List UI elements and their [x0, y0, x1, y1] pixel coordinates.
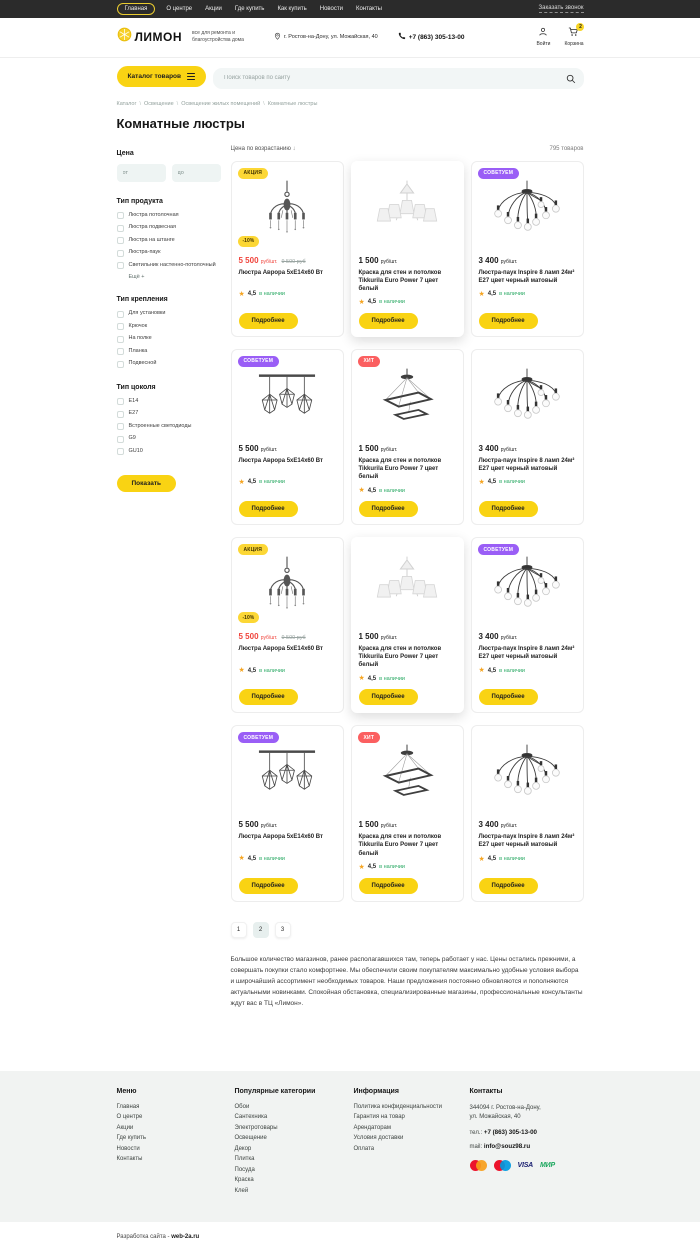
star-icon: ★: [478, 667, 485, 675]
order-call-link[interactable]: Заказать звонок: [538, 5, 584, 11]
details-button[interactable]: Подробнее: [359, 878, 418, 894]
logo[interactable]: [117, 27, 183, 47]
footer-link[interactable]: Освещение: [234, 1135, 267, 1142]
footer-link[interactable]: Главная: [116, 1103, 140, 1110]
product-grid: [231, 161, 584, 902]
filter-option[interactable]: [117, 323, 221, 331]
filter-group-title: Тип крепления: [116, 296, 168, 303]
star-icon: ★: [478, 290, 485, 298]
maestro-icon: [494, 1160, 511, 1171]
product-price: 3 400 руб/шт.: [478, 255, 518, 265]
checkbox[interactable]: [117, 348, 124, 355]
footer-column: [354, 1088, 470, 1199]
product-rating: 4,5: [487, 667, 497, 674]
product-rating: 4,5: [247, 291, 257, 297]
phone-icon: [398, 32, 406, 42]
lemon-icon: [117, 27, 132, 47]
filter-option[interactable]: [117, 398, 221, 406]
product-rating: 4,5: [247, 479, 257, 486]
product-old-price: 9 500 руб: [281, 635, 306, 642]
filter-option[interactable]: [117, 448, 221, 456]
product-badge: СОВЕТУЕМ: [238, 732, 280, 743]
details-button[interactable]: Подробнее: [239, 501, 298, 517]
footer-link[interactable]: Условия доставки: [353, 1135, 404, 1142]
star-icon: ★: [358, 487, 365, 495]
cart-count-badge: 2: [576, 23, 584, 31]
footer-link[interactable]: Краска: [234, 1177, 254, 1184]
breadcrumb-item[interactable]: Освещение жилых помещений: [181, 100, 261, 107]
details-button[interactable]: Подробнее: [359, 689, 418, 705]
product-rating: 4,5: [247, 667, 257, 674]
checkbox[interactable]: [117, 411, 124, 418]
footer-address: 344094 г. Ростов-на-Дону, ул. Можайская, 40: [469, 1104, 541, 1121]
details-button[interactable]: Подробнее: [239, 878, 298, 894]
product-image: [479, 175, 576, 249]
footer-link[interactable]: Политика конфиденциальности: [353, 1103, 443, 1110]
search-icon[interactable]: [566, 71, 576, 89]
product-title[interactable]: Люстра Аврора 5хЕ14х60 Вт: [238, 834, 323, 841]
product-image: [479, 551, 576, 625]
filter-option-label: Встроенные светодиоды: [128, 422, 192, 429]
filter-option[interactable]: [117, 348, 221, 356]
filter-option[interactable]: [117, 310, 221, 318]
filter-option-label: G9: [128, 435, 136, 441]
filter-option[interactable]: [117, 360, 221, 368]
product-card[interactable]: [231, 161, 344, 337]
filter-option-label: Светильник настенно-потолочный: [128, 261, 216, 268]
star-icon: ★: [238, 667, 245, 675]
stock-status: в наличии: [499, 856, 525, 863]
filter-option-label: GU10: [128, 447, 143, 454]
product-title[interactable]: Люстра-паук Inspire 8 ламп 24м² E27 цвет черный матовый: [478, 457, 575, 472]
footer-column-title: Контакты: [469, 1087, 503, 1095]
breadcrumb-separator: \: [263, 100, 265, 107]
product-rating: 4,5: [367, 864, 377, 871]
filter-option-label: На полке: [128, 335, 152, 341]
star-icon: ★: [238, 290, 245, 298]
footer-link[interactable]: Электротовары: [234, 1124, 278, 1131]
product-card[interactable]: [351, 161, 464, 337]
price-from-input[interactable]: [117, 164, 166, 182]
filter-option[interactable]: [117, 262, 221, 270]
footer-column-title: Информация: [353, 1087, 399, 1095]
product-title[interactable]: Люстра Аврора 5хЕ14х60 Вт: [238, 646, 323, 653]
filter-option-label: Люстра на штанге: [128, 236, 175, 243]
product-badge: СОВЕТУЕМ: [478, 168, 520, 179]
product-image: [359, 363, 456, 437]
details-button[interactable]: Подробнее: [479, 313, 538, 329]
apply-filters-button[interactable]: Показать: [117, 475, 177, 492]
topbar-nav-item[interactable]: Контакты: [355, 6, 382, 12]
logo-text: ЛИМОН: [134, 30, 183, 44]
payment-methods: [470, 1160, 584, 1171]
star-icon: ★: [358, 675, 365, 683]
product-card[interactable]: [231, 349, 344, 525]
footer-link[interactable]: Декор: [234, 1145, 252, 1152]
stock-status: в наличии: [379, 487, 405, 494]
filter-more-link[interactable]: Ещё +: [128, 274, 145, 280]
filter-option[interactable]: [117, 435, 221, 443]
product-price: 5 500 руб/шт.: [238, 820, 278, 830]
product-image: [239, 739, 336, 813]
product-price: 1 500 руб/шт.: [358, 632, 398, 642]
details-button[interactable]: Подробнее: [479, 689, 538, 705]
checkbox[interactable]: [117, 436, 124, 443]
footer-link[interactable]: Оплата: [353, 1145, 375, 1152]
product-card[interactable]: [351, 725, 464, 901]
login-button[interactable]: Войти: [536, 27, 550, 47]
breadcrumb-separator: \: [139, 100, 142, 107]
product-price: 5 500 руб/шт.: [238, 443, 278, 453]
search-input[interactable]: [213, 68, 583, 89]
sort-arrow-icon: ↓: [292, 145, 296, 152]
product-price: 5 500 руб/шт.: [238, 255, 278, 265]
checkbox[interactable]: [117, 336, 124, 343]
filter-option[interactable]: [117, 335, 221, 343]
product-image: [359, 551, 456, 625]
page-title: Комнатные люстры: [116, 115, 245, 131]
breadcrumb: [117, 101, 584, 107]
site-footer: [0, 1071, 700, 1223]
filter-price-title: Цена: [116, 149, 134, 157]
developer-bar: Разработка сайта - web-2a.ru: [116, 1234, 200, 1241]
mir-icon: МИР: [540, 1162, 555, 1170]
tagline: все для ремонта и благоустройства дома: [192, 29, 244, 43]
stock-status: в наличии: [259, 479, 285, 486]
sort-select[interactable]: Цена по возрастанию ↓: [230, 145, 296, 152]
checkbox[interactable]: [117, 237, 124, 244]
header-phone[interactable]: +7 (863) 305-13-00: [398, 32, 465, 42]
checkbox[interactable]: [117, 423, 124, 430]
filter-option-label: Люстра-паук: [128, 249, 161, 255]
price-to-input[interactable]: [172, 164, 221, 182]
stock-status: в наличии: [379, 299, 405, 306]
footer-link[interactable]: Обои: [234, 1103, 250, 1110]
page-button[interactable]: 1: [231, 922, 247, 938]
product-image: [359, 175, 456, 249]
product-price: 1 500 руб/шт.: [358, 443, 398, 453]
product-rating: 4,5: [487, 856, 497, 863]
product-title[interactable]: Краска для стен и потолков Tikkurila Euro Power 7 цвет белый: [358, 646, 442, 669]
filter-option[interactable]: [117, 212, 221, 220]
details-button[interactable]: Подробнее: [359, 501, 418, 517]
footer-link[interactable]: Новости: [116, 1145, 140, 1152]
product-price: 1 500 руб/шт.: [358, 820, 398, 830]
stock-status: в наличии: [259, 855, 285, 862]
product-badge: СОВЕТУЕМ: [478, 544, 520, 555]
filter-option-label: Планка: [128, 347, 148, 354]
footer-link[interactable]: Клей: [234, 1187, 249, 1194]
user-icon: [538, 27, 548, 39]
details-button[interactable]: Подробнее: [479, 501, 538, 517]
checkbox[interactable]: [117, 323, 124, 330]
product-card[interactable]: [471, 537, 584, 713]
star-icon: ★: [478, 478, 485, 486]
filter-group-title: Тип продукта: [116, 197, 163, 205]
filter-option-label: Люстра потолочная: [128, 211, 179, 218]
seo-text: Большое количество магазинов, ранее располагавшихся там, теперь работает у нас. Цены остались прежними, а совершать покупки стало комфортнее. Мы обеспечили своим покупателям максимально удобные условия выбора и широчайший ассортимент необходимых товаров. Наши предложения постоянно обновляются и пополняются актуальными новинками. Спокойная обстановка, специализированные магазины, профессиональные консультанты ждут вас в ТЦ «Лимон».: [230, 955, 583, 1007]
product-rating: 4,5: [367, 487, 377, 494]
checkbox[interactable]: [117, 225, 124, 232]
filter-option-label: Е14: [128, 397, 139, 404]
product-badge: ХИТ: [358, 732, 381, 743]
product-rating: 4,5: [367, 675, 377, 682]
product-card[interactable]: [471, 161, 584, 337]
product-badge: СОВЕТУЕМ: [238, 356, 280, 367]
footer-column: [235, 1088, 354, 1199]
location-pin-icon: [274, 32, 281, 43]
page-button[interactable]: 3: [275, 922, 291, 938]
filter-option[interactable]: [117, 423, 221, 431]
footer-link[interactable]: Арендаторам: [353, 1124, 392, 1131]
breadcrumb-separator: \: [176, 100, 179, 107]
product-card[interactable]: [231, 537, 344, 713]
product-title[interactable]: Краска для стен и потолков Tikkurila Euro Power 7 цвет белый: [358, 269, 442, 292]
filters-sidebar: [117, 144, 221, 1013]
filter-option-label: Подвесной: [128, 360, 157, 366]
checkbox[interactable]: [117, 398, 124, 405]
filter-option[interactable]: [117, 237, 221, 245]
topbar-nav-item[interactable]: Где купить: [234, 6, 265, 12]
filter-option-label: Крючок: [128, 322, 148, 329]
stock-status: в наличии: [379, 675, 405, 682]
discount-badge: -10%: [238, 612, 260, 623]
stock-status: в наличии: [259, 291, 285, 297]
product-rating: 4,5: [487, 479, 497, 486]
checkbox[interactable]: [117, 311, 124, 318]
product-image: [359, 739, 456, 813]
checkbox[interactable]: [117, 361, 124, 368]
footer-link[interactable]: Посуда: [234, 1166, 255, 1173]
breadcrumb-item[interactable]: Освещение: [144, 100, 174, 107]
mastercard-icon: [470, 1160, 487, 1171]
footer-column: [117, 1088, 235, 1199]
filter-option[interactable]: [117, 410, 221, 418]
checkbox[interactable]: [117, 212, 124, 219]
topbar-nav-item[interactable]: Акции: [205, 6, 222, 12]
cart-icon: [568, 24, 582, 39]
pagination: [231, 922, 584, 938]
star-icon: ★: [238, 855, 245, 863]
product-title[interactable]: Краска для стен и потолков Tikkurila Euro Power 7 цвет белый: [358, 457, 442, 480]
top-navigation: [117, 3, 384, 15]
products-section: [231, 144, 584, 1013]
page-button[interactable]: 2: [253, 922, 269, 938]
filter-group-title: Тип цоколя: [116, 383, 156, 391]
cart-button[interactable]: 2 Корзина: [564, 24, 584, 47]
product-image: [239, 363, 336, 437]
filter-option[interactable]: [117, 249, 221, 257]
filter-option-label: Е27: [128, 410, 139, 416]
footer-link[interactable]: Где купить: [116, 1135, 147, 1142]
details-button[interactable]: Подробнее: [479, 878, 538, 894]
footer-phone[interactable]: тел.: +7 (863) 305-13-00: [469, 1129, 537, 1137]
product-image: [479, 363, 576, 437]
product-title[interactable]: Люстра-паук Inspire 8 ламп 24м² E27 цвет черный матовый: [478, 646, 575, 661]
product-title[interactable]: Люстра-паук Inspire 8 ламп 24м² E27 цвет черный матовый: [478, 834, 575, 849]
footer-link[interactable]: Гарантия на товар: [353, 1114, 405, 1121]
catalog-button[interactable]: Каталог товаров: [117, 66, 207, 87]
topbar-nav-item[interactable]: Новости: [319, 6, 343, 12]
product-old-price: 9 500 руб: [281, 258, 306, 265]
breadcrumb-item: Комнатные люстры: [267, 100, 318, 107]
product-rating: 4,5: [367, 299, 377, 306]
product-card[interactable]: [471, 349, 584, 525]
stock-status: в наличии: [499, 291, 525, 298]
store-address: г. Ростов-на-Дону, ул. Можайская, 40: [274, 32, 378, 43]
stock-status: в наличии: [499, 479, 525, 486]
footer-email[interactable]: mail: info@souz98.ru: [469, 1143, 531, 1151]
product-card[interactable]: [351, 537, 464, 713]
product-price: 5 500 руб/шт.: [238, 632, 278, 642]
product-price: 3 400 руб/шт.: [478, 632, 518, 642]
hamburger-icon: [187, 73, 195, 80]
product-title[interactable]: Люстра Аврора 5хЕ14х60 Вт: [238, 269, 323, 276]
footer-link[interactable]: Контакты: [116, 1156, 143, 1163]
details-button[interactable]: Подробнее: [239, 313, 298, 329]
developer-link[interactable]: web-2a.ru: [171, 1234, 200, 1241]
product-rating: 4,5: [487, 291, 497, 298]
product-price: 1 500 руб/шт.: [358, 255, 398, 265]
details-button[interactable]: Подробнее: [239, 689, 298, 705]
product-rating: 4,5: [247, 855, 257, 862]
top-bar: [0, 0, 700, 18]
checkbox[interactable]: [117, 448, 124, 455]
topbar-nav-item[interactable]: Главная: [117, 3, 156, 15]
product-badge: АКЦИЯ: [238, 544, 269, 555]
product-price: 3 400 руб/шт.: [478, 443, 518, 453]
product-badge: ХИТ: [358, 356, 381, 367]
product-card[interactable]: [231, 725, 344, 901]
discount-badge: -10%: [238, 236, 260, 247]
breadcrumb-item[interactable]: Каталог: [116, 100, 137, 107]
footer-column-title: Меню: [116, 1087, 137, 1095]
products-count: 795 товаров: [549, 145, 584, 152]
footer-contacts-column: [470, 1088, 584, 1199]
product-title[interactable]: Люстра Аврора 5хЕ14х60 Вт: [238, 457, 323, 464]
filter-option-label: Для установки: [128, 310, 166, 316]
footer-link[interactable]: О центре: [116, 1114, 143, 1121]
search-row: [0, 66, 700, 89]
filter-option[interactable]: [117, 224, 221, 232]
filter-option-label: Люстра подвесная: [128, 224, 177, 230]
product-image: [479, 739, 576, 813]
details-button[interactable]: Подробнее: [359, 313, 418, 329]
product-title[interactable]: Краска для стен и потолков Tikkurila Euro Power 7 цвет белый: [358, 834, 442, 857]
topbar-nav-item[interactable]: Как купить: [277, 6, 307, 12]
star-icon: ★: [238, 478, 245, 486]
visa-icon: VISA: [517, 1162, 534, 1170]
stock-status: в наличии: [499, 667, 525, 674]
product-card[interactable]: [471, 725, 584, 901]
product-title[interactable]: Люстра-паук Inspire 8 ламп 24м² E27 цвет черный матовый: [478, 269, 575, 284]
site-header: [0, 18, 700, 58]
footer-link[interactable]: Плитка: [234, 1156, 255, 1163]
checkbox[interactable]: [117, 250, 124, 257]
footer-column-title: Популярные категории: [234, 1087, 316, 1095]
product-card[interactable]: [351, 349, 464, 525]
product-price: 3 400 руб/шт.: [478, 820, 518, 830]
star-icon: ★: [478, 855, 485, 863]
stock-status: в наличии: [259, 667, 285, 674]
star-icon: ★: [358, 298, 365, 306]
star-icon: ★: [358, 863, 365, 871]
product-badge: АКЦИЯ: [238, 168, 269, 179]
stock-status: в наличии: [379, 864, 405, 871]
checkbox[interactable]: [117, 262, 124, 269]
footer-link[interactable]: Акции: [116, 1124, 134, 1131]
topbar-nav-item[interactable]: О центре: [166, 6, 193, 12]
footer-link[interactable]: Сантехника: [234, 1114, 268, 1121]
